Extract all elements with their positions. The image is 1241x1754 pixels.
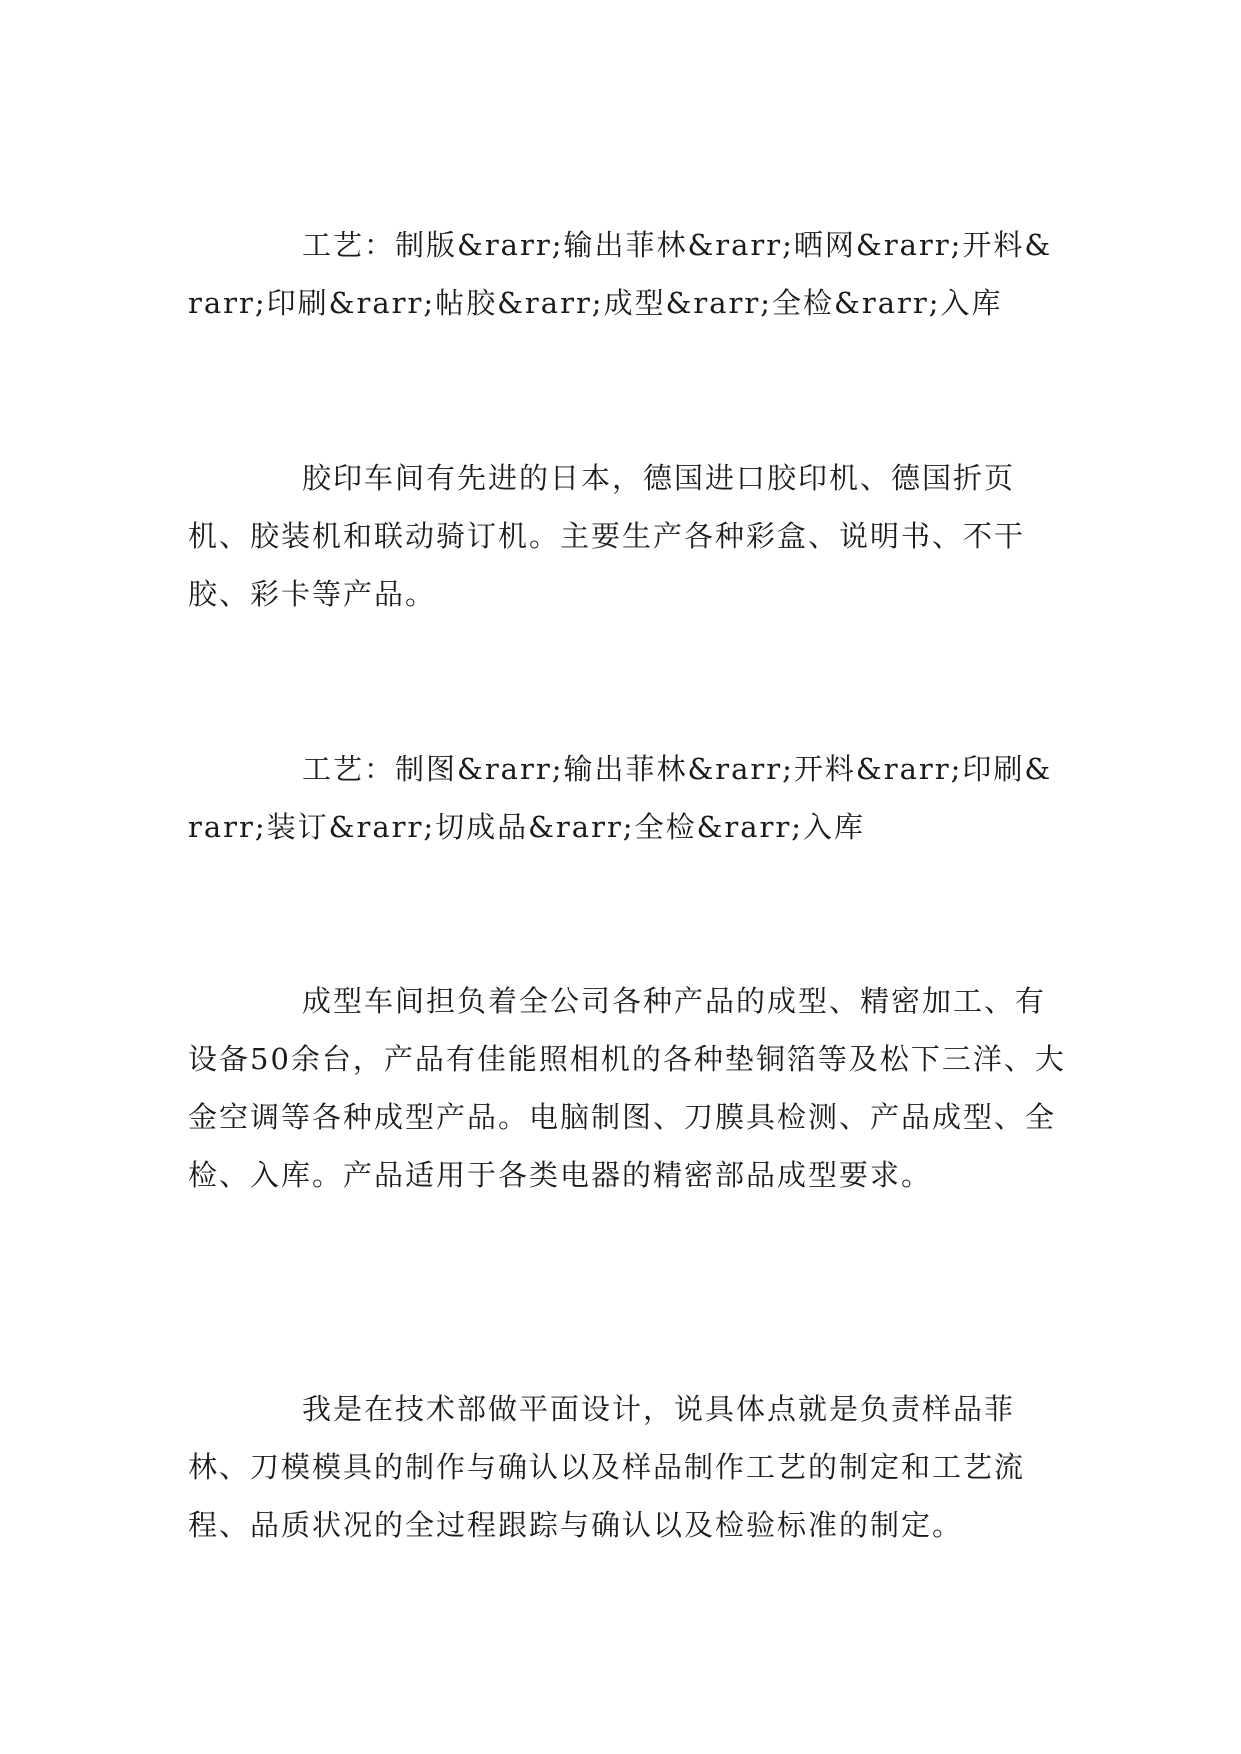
molding-workshop-paragraph: 成型车间担负着全公司各种产品的成型、精密加工、有设备50余台，产品有佳能照相机的各种垫铜箔等及松下三洋、大金空调等各种成型产品。电脑制图、刀膜具检测、产品成型、全检、入库。产品适用于各类电器的精密部品成型要求。 [188,984,1066,1192]
process-paragraph-2: 工艺：制图&rarr;输出菲林&rarr;开料&rarr;印刷&rarr;装订&rarr;切成品&rarr;全检&rarr;入库 [188,752,1053,844]
offset-workshop-paragraph: 胶印车间有先进的日本，德国进口胶印机、德国折页机、胶装机和联动骑订机。主要生产各种彩盒、说明书、不干胶、彩卡等产品。 [188,461,1026,611]
job-description-paragraph: 我是在技术部做平面设计，说具体点就是负责样品菲林、刀模模具的制作与确认以及样品制作工艺的制定和工艺流程、品质状况的全过程跟踪与确认以及检验标准的制定。 [188,1392,1026,1542]
process-paragraph-1: 工艺：制版&rarr;输出菲林&rarr;晒网&rarr;开料&rarr;印刷&rarr;帖胶&rarr;成型&rarr;全检&rarr;入库 [188,228,1053,320]
